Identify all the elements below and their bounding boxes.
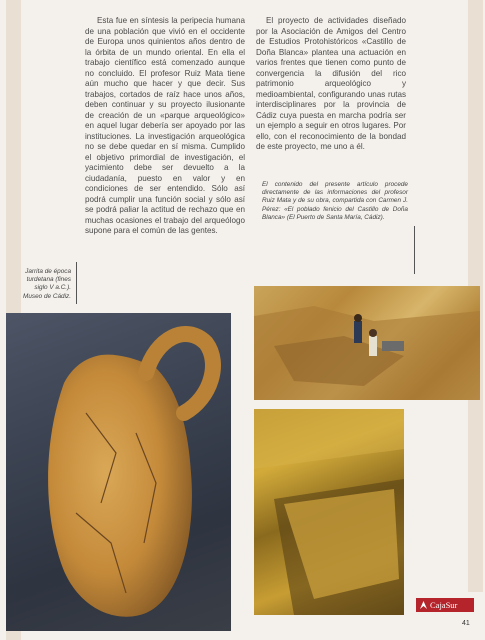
article-column-2: El proyecto de actividades diseñado por la Asociación de Amigos del Centro de Estudios Protohistóricos «Castillo de Doña Blanca» plantea una actuación en varios frentes que tienen como punto de convergencia la difusión del rico patrimonio arqueológico y medioambiental, configurando unas rutas interdisciplinares por la provincia de Cádiz cuya puesta en marcha podría ser un ejemplo a seguir en otros lugares. Por ello, con el reconocimiento de la bondad de este proyecto, me uno a él.	[256, 16, 406, 151]
article-column-1: Esta fue en síntesis la peripecia humana de una población que vivió en el occidente de Europa unos quinientos años dentro de la órbita de un mundo oriental. En ella el trabajo científico está comenzado aunque no concluido. El profesor Ruiz Mata tiene aún mucho que hacer y que decir. Sus trabajos, cortados de raíz hace unos años, deben continuar y su proyecto ilusionante de creación de un «parque arqueológico» en aquel lugar debería ser apoyado por las instituciones. La investigación arqueológica no se debe quedar en sí misma. Cumplido el objetivo primordial de investigación, el yacimiento debe ser devuelto a la ciudadanía, puesto en valor y en condiciones de ser entendido. Sólo así podrá cumplir una función social y sólo así se podrá paliar la actitud de rechazo que en muchas ocasiones el trabajo del arqueólogo supone para el común de las gentes.	[85, 16, 245, 235]
caption-jar: Jarrita de época turdetana (fines siglo V a.C.). Museo de Cádiz.	[23, 268, 71, 300]
caption-rule-right	[414, 226, 415, 274]
cajasur-logo	[416, 598, 474, 612]
excavation-illustration	[254, 286, 480, 400]
photo-excavation-workers	[254, 286, 480, 400]
jug-illustration	[6, 313, 231, 631]
caption-source-note: El contenido del presente artículo procede directamente de las informaciones del profesor Ruiz Mata y de su obra, compartida con Carmen J. Pérez: «El poblado fenicio del Castillo de Doña Blanca» (El Puerto de Santa María, Cádiz).	[262, 181, 408, 221]
cajasur-emblem-icon	[419, 600, 428, 610]
photo-excavation-wall	[254, 409, 404, 615]
caption-rule-left	[76, 262, 77, 304]
page-number: 41	[462, 620, 470, 627]
photo-turdetan-jug	[6, 313, 231, 631]
logo-text: CajaSur	[430, 600, 458, 610]
wall-illustration	[254, 409, 404, 615]
